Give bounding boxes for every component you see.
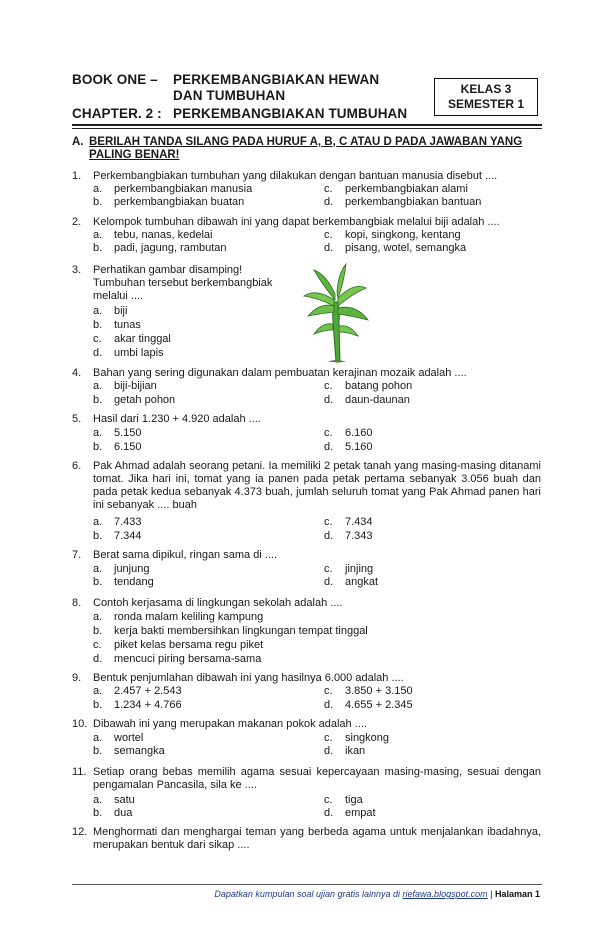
option-letter: d. — [324, 394, 334, 406]
option-text: 6.160 — [345, 427, 373, 439]
option-text: empat — [345, 807, 376, 819]
option-text: 5.150 — [114, 427, 142, 439]
banana-tree-image — [300, 262, 372, 364]
option-text: padi, jagung, rambutan — [114, 242, 227, 254]
option-text: 1.234 + 4.766 — [114, 699, 182, 711]
option-letter: b. — [93, 441, 103, 453]
option-text: getah pohon — [114, 394, 176, 406]
option-letter: d. — [93, 347, 103, 359]
option-letter: c. — [324, 732, 333, 744]
option-text: pisang, wotel, semangka — [345, 242, 467, 254]
option-letter: c. — [324, 229, 333, 241]
option-text: kerja bakti membersihkan lingkungan tempat tinggal — [114, 625, 368, 637]
question-stem: Pak Ahmad adalah seorang petani. Ia memiliki 2 petak tanah yang masing-masing ditanami tomat. Jika hari ini, tomat yang ia panen pada petak pertama sebanyak 3.056 buah dan pada petak kedua sebanyak 4.373 buah, jumlah seluruh tomat yang Pak Ahmad panen hari ini sebanyak .... buah — [93, 460, 541, 511]
question-stem: Contoh kerjasama di lingkungan sekolah adalah .... — [93, 597, 343, 609]
question-number: 1. — [72, 170, 82, 182]
question-stem: Perkembangbiakan tumbuhan yang dilakukan dengan bantuan manusia disebut .... — [93, 170, 498, 182]
semester-label: SEMESTER 1 — [447, 97, 525, 111]
class-label: KELAS 3 — [460, 82, 512, 96]
section-instruction-text: BERILAH TANDA SILANG PADA HURUF A, B, C ATAU D PADA JAWABAN YANG PALING BENAR! — [89, 136, 523, 161]
option-text: perkembangbiakan alami — [345, 183, 468, 195]
question-stem-line-2: Tumbuhan tersebut berkembangbiak melalui .... — [93, 277, 273, 302]
option-letter: b. — [93, 699, 103, 711]
option-letter: d. — [324, 441, 334, 453]
option-text: perkembangbiakan bantuan — [345, 196, 482, 208]
option-text: biji-bijian — [114, 380, 157, 392]
option-text: tendang — [114, 576, 154, 588]
option-text: wortel — [114, 732, 144, 744]
option-text: perkembangbiakan manusia — [114, 183, 253, 195]
class-semester-box — [434, 78, 538, 116]
option-text: 7.343 — [345, 530, 373, 542]
option-text: angkat — [345, 576, 379, 588]
option-letter: b. — [93, 530, 103, 542]
option-letter: d. — [324, 699, 334, 711]
option-text: 6.150 — [114, 441, 142, 453]
option-letter: b. — [93, 242, 103, 254]
question-number: 11. — [72, 766, 87, 778]
option-text: junjung — [114, 563, 150, 575]
option-letter: c. — [93, 333, 102, 345]
option-letter: a. — [93, 380, 103, 392]
chapter-title: PERKEMBANGBIAKAN TUMBUHAN — [173, 106, 408, 121]
footer-divider — [72, 884, 542, 885]
footer-promo-text: Dapatkan kumpulan soal ujian gratis lainnya di — [214, 889, 401, 899]
option-text: 4.655 + 2.345 — [345, 699, 413, 711]
option-text: daun-daunan — [345, 394, 410, 406]
option-letter: c. — [324, 685, 333, 697]
question-number: 6. — [72, 460, 82, 472]
option-letter: a. — [93, 685, 103, 697]
option-letter: a. — [93, 183, 103, 195]
option-text: kopi, singkong, kentang — [345, 229, 461, 241]
option-text: batang pohon — [345, 380, 413, 392]
option-letter: c. — [324, 516, 333, 528]
option-letter: b. — [93, 625, 103, 637]
option-letter: a. — [93, 305, 103, 317]
header-divider — [72, 124, 542, 126]
option-letter: b. — [93, 394, 103, 406]
option-text: piket kelas bersama regu piket — [114, 639, 264, 651]
option-letter: a. — [93, 229, 103, 241]
option-letter: b. — [93, 196, 103, 208]
question-stem: Bahan yang sering digunakan dalam pembuatan kerajinan mozaik adalah .... — [93, 367, 467, 379]
option-letter: a. — [93, 732, 103, 744]
section-letter: A. — [72, 136, 84, 148]
question-stem: Hasil dari 1.230 + 4.920 adalah .... — [93, 413, 261, 425]
option-text: 7.344 — [114, 530, 142, 542]
option-letter: c. — [324, 563, 333, 575]
option-letter: b. — [93, 319, 103, 331]
option-text: 7.434 — [345, 516, 373, 528]
option-letter: d. — [324, 745, 334, 757]
header-divider-thin — [72, 128, 542, 129]
question-number: 7. — [72, 549, 82, 561]
question-stem: Setiap orang bebas memilih agama sesuai kepercayaan masing-masing, sesuai dengan pengamalan Pancasila, sila ke .... — [93, 766, 541, 791]
question-number: 9. — [72, 672, 82, 684]
option-text: 7.433 — [114, 516, 142, 528]
option-letter: d. — [93, 653, 103, 665]
option-letter: d. — [324, 576, 334, 588]
option-text: 5.160 — [345, 441, 373, 453]
option-letter: c. — [324, 794, 333, 806]
option-text: jinjing — [345, 563, 374, 575]
question-number: 2. — [72, 216, 82, 228]
question-number: 4. — [72, 367, 82, 379]
question-stem: Menghormati dan menghargai teman yang berbeda agama untuk menjalankan ibadahnya, merupakan bentuk dari sikap .... — [93, 826, 541, 851]
option-letter: c. — [324, 380, 333, 392]
book-label: BOOK ONE – — [72, 72, 158, 87]
question-stem: Bentuk penjumlahan dibawah ini yang hasilnya 6.000 adalah .... — [93, 672, 404, 684]
chapter-label: CHAPTER. 2 : — [72, 106, 162, 121]
option-text: singkong — [345, 732, 390, 744]
option-letter: b. — [93, 576, 103, 588]
option-text: umbi lapis — [114, 347, 164, 359]
option-text: satu — [114, 794, 135, 806]
page-number: Halaman 1 — [494, 889, 540, 899]
question-number: 8. — [72, 597, 82, 609]
option-text: 3.850 + 3.150 — [345, 685, 413, 697]
question-stem: Dibawah ini yang merupakan makanan pokok adalah .... — [93, 718, 367, 730]
option-letter: c. — [93, 639, 102, 651]
option-text: akar tinggal — [114, 333, 171, 345]
option-letter: a. — [93, 516, 103, 528]
book-title-line-2: DAN TUMBUHAN — [173, 88, 286, 103]
option-letter: b. — [93, 745, 103, 757]
option-letter: a. — [93, 563, 103, 575]
footer-blog-link[interactable]: riefawa.blogspot.com — [402, 889, 488, 899]
option-letter: d. — [324, 807, 334, 819]
option-letter: a. — [93, 794, 103, 806]
option-text: biji — [114, 305, 128, 317]
option-letter: a. — [93, 427, 103, 439]
question-number: 5. — [72, 413, 82, 425]
question-number: 12. — [72, 826, 88, 838]
option-text: ikan — [345, 745, 366, 757]
option-text: tebu, nanas, kedelai — [114, 229, 213, 241]
option-letter: c. — [324, 183, 333, 195]
option-text: ronda malam keliling kampung — [114, 611, 264, 623]
option-letter: b. — [93, 807, 103, 819]
footer-separator: | — [490, 889, 493, 899]
book-title-line-1: PERKEMBANGBIAKAN HEWAN — [173, 72, 380, 87]
option-text: perkembangbiakan buatan — [114, 196, 245, 208]
option-letter: d. — [324, 530, 334, 542]
question-number: 3. — [72, 264, 82, 276]
question-stem: Kelompok tumbuhan dibawah ini yang dapat berkembangbiak melalui biji adalah .... — [93, 216, 500, 228]
option-letter: a. — [93, 611, 103, 623]
page-footer — [214, 889, 540, 899]
question-stem-line-1: Perhatikan gambar disamping! — [93, 264, 243, 276]
option-letter: d. — [324, 196, 334, 208]
option-text: 2.457 + 2.543 — [114, 685, 182, 697]
option-text: semangka — [114, 745, 165, 757]
option-text: mencuci piring bersama-sama — [114, 653, 262, 665]
question-number: 10. — [72, 718, 88, 730]
option-text: tiga — [345, 794, 363, 806]
option-letter: c. — [324, 427, 333, 439]
option-text: tunas — [114, 319, 141, 331]
option-text: dua — [114, 807, 133, 819]
option-letter: d. — [324, 242, 334, 254]
question-stem: Berat sama dipikul, ringan sama di .... — [93, 549, 278, 561]
